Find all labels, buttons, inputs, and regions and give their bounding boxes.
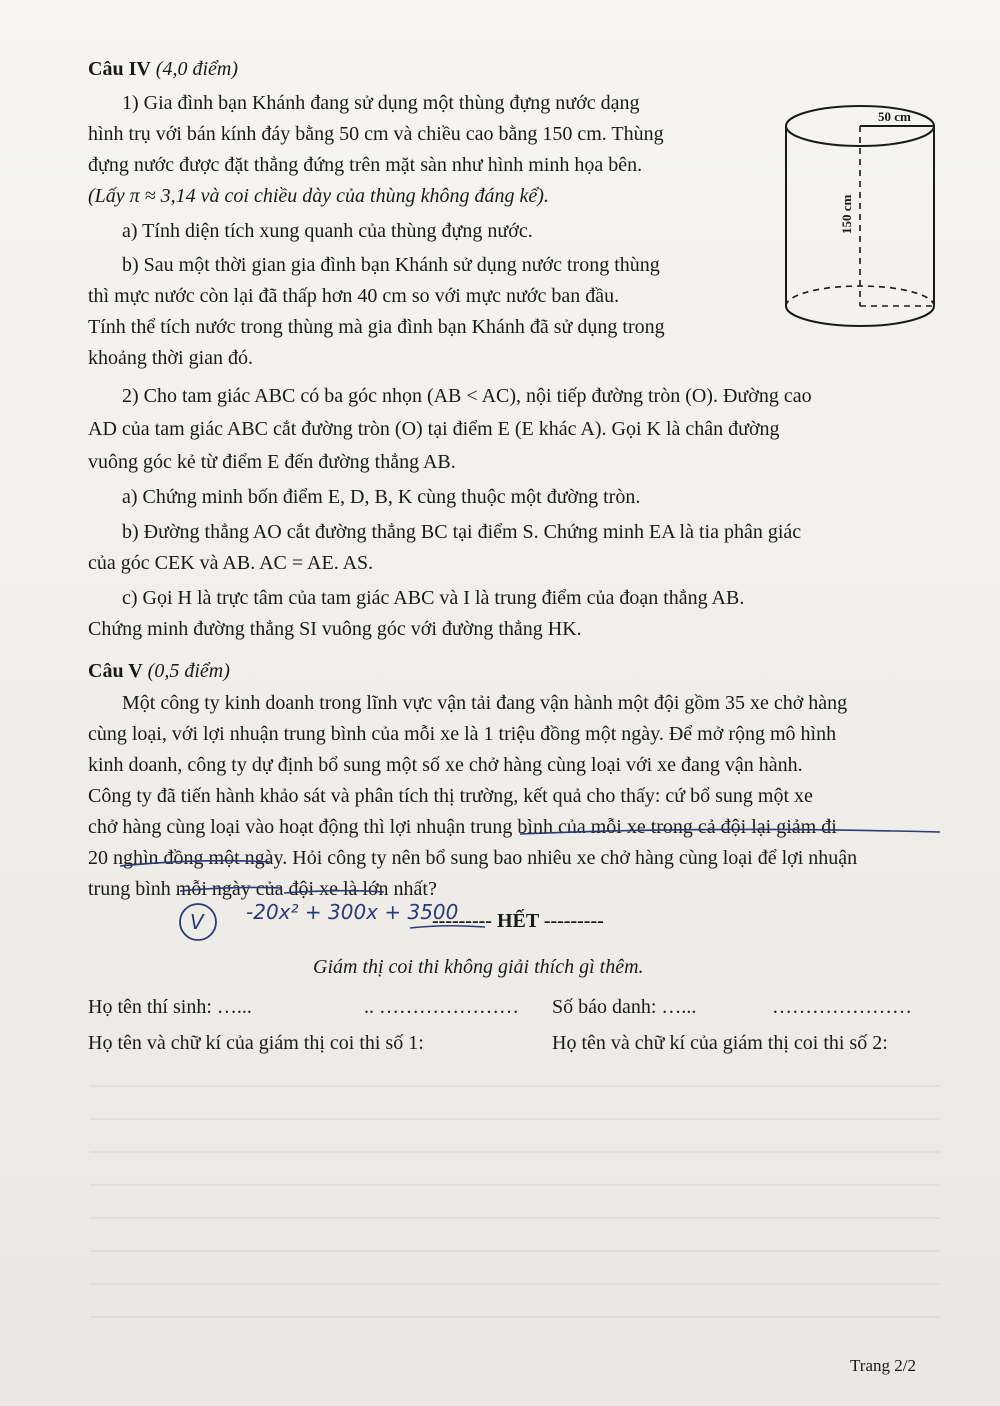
q4-p1b-line: Tính thể tích nước trong thùng mà gia đình bạn Khánh đã sử dụng trong xyxy=(88,316,665,338)
q5-line: Một công ty kinh doanh trong lĩnh vực vận tải đang vận hành một đội gồm 35 xe chở hàng xyxy=(122,692,848,714)
q5-line: Công ty đã tiến hành khảo sát và phân tích thị trường, kết quả cho thấy: cứ bổ sung một xe xyxy=(88,785,813,807)
q5-line: cùng loại, với lợi nhuận trung bình của mỗi xe là 1 triệu đồng một ngày. Để mở rộng mô hình xyxy=(88,723,837,745)
circled-mark-text: V xyxy=(190,910,204,934)
q4-title: Câu IV xyxy=(88,58,151,80)
invigilator-note: Giám thị coi thi không giải thích gì thêm. xyxy=(313,956,644,978)
q5-line: chở hàng cùng loại vào hoạt động thì lợi nhuận trung bình của mỗi xe trong cả đội lại giảm đi xyxy=(88,816,837,838)
q4-p2a: a) Chứng minh bốn điểm E, D, B, K cùng thuộc một đường tròn. xyxy=(122,486,641,508)
q4-p1-line: hình trụ với bán kính đáy bằng 50 cm và chiều cao bằng 150 cm. Thùng xyxy=(88,123,664,145)
candidate-id-line: Số báo danh: …... xyxy=(552,996,697,1018)
q4-p2-line: 2) Cho tam giác ABC có ba góc nhọn (AB < AC), nội tiếp đường tròn (O). Đường cao xyxy=(122,385,812,407)
q4-p1b-line: b) Sau một thời gian gia đình bạn Khánh sử dụng nước trong thùng xyxy=(122,254,660,276)
page-number: Trang 2/2 xyxy=(850,1356,916,1375)
q4-p1b-line: thì mực nước còn lại đã thấp hơn 40 cm so với mực nước ban đầu. xyxy=(88,285,620,307)
radius-label: 50 cm xyxy=(878,109,911,124)
q4-p2-line: AD của tam giác ABC cắt đường tròn (O) tại điểm E (E khác A). Gọi K là chân đường xyxy=(88,418,780,440)
handwritten-formula: -20x² + 300x + 3500 xyxy=(246,900,459,924)
q4-points: (4,0 điểm) xyxy=(155,58,238,80)
candidate-name-dots: .. ………………… xyxy=(364,996,519,1018)
q5-points: (0,5 điểm) xyxy=(147,660,230,682)
end-mark: --------- HẾT --------- xyxy=(432,910,604,932)
q4-p2b-line: b) Đường thẳng AO cắt đường thẳng BC tại điểm S. Chứng minh EA là tia phân giác xyxy=(122,521,802,543)
candidate-name-line: Họ tên thí sinh: …... xyxy=(88,996,252,1018)
q5-line: 20 nghìn đồng một ngày. Hỏi công ty nên bổ sung bao nhiêu xe chở hàng cùng loại để lợi nhuận xyxy=(88,847,858,869)
q4-p1-line: 1) Gia đình bạn Khánh đang sử dụng một thùng đựng nước dạng xyxy=(122,92,640,114)
q4-p1-line: đựng nước được đặt thẳng đứng trên mặt sàn như hình minh họa bên. xyxy=(88,154,643,176)
q5-line: trung bình mỗi ngày của đội xe là lớn nhất? xyxy=(88,878,437,900)
q4-p2-line: vuông góc kẻ từ điểm E đến đường thẳng AB. xyxy=(88,451,456,473)
height-label: 150 cm xyxy=(839,194,854,234)
q4-p2c-line: c) Gọi H là trực tâm của tam giác ABC và I là trung điểm của đoạn thẳng AB. xyxy=(122,587,745,609)
q5-line: kinh doanh, công ty dự định bổ sung một số xe chở hàng cùng loại với xe đang vận hành. xyxy=(88,754,803,776)
q4-p2c-line: Chứng minh đường thẳng SI vuông góc với đường thẳng HK. xyxy=(88,618,582,640)
q4-p1-line: (Lấy π ≈ 3,14 và coi chiều dày của thùng không đáng kể). xyxy=(88,185,549,207)
invigilator-1-signature: Họ tên và chữ kí của giám thị coi thi số 1: xyxy=(88,1032,424,1054)
q4-p1b-line: khoảng thời gian đó. xyxy=(88,347,253,369)
q4-p2b-line: của góc CEK và AB. AC = AE. AS. xyxy=(88,552,374,574)
q5-title: Câu V xyxy=(88,660,143,682)
invigilator-2-signature: Họ tên và chữ kí của giám thị coi thi số 2: xyxy=(552,1032,888,1054)
candidate-id-dots: ………………… xyxy=(772,996,912,1018)
q4-p1a: a) Tính diện tích xung quanh của thùng đựng nước. xyxy=(122,220,533,242)
bleed-through xyxy=(90,1085,940,1345)
